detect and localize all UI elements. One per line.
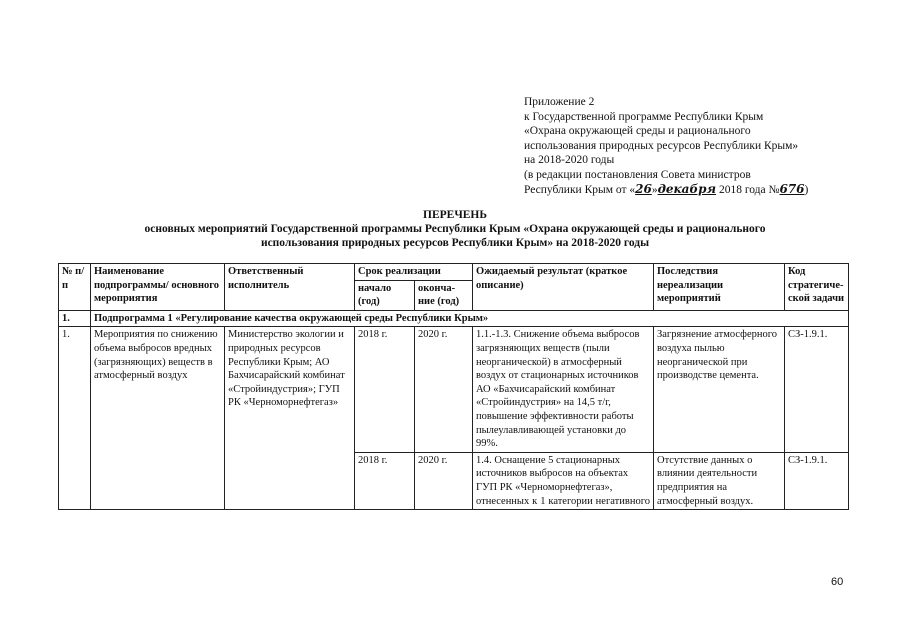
document-title (80, 208, 830, 250)
row-num: 1. (59, 327, 91, 510)
header-consequences: Последствия нереализации мероприятий (654, 264, 785, 311)
subprogram-row (59, 310, 849, 327)
title-line: использования природных ресурсов Республики Крым» на 2018-2020 годы (260, 237, 650, 249)
appendix-date-mid: » (651, 184, 658, 196)
appendix-date-line (524, 182, 864, 198)
appendix-year-text: 2018 года № (716, 184, 780, 196)
row-end: 2020 г. (415, 452, 473, 509)
row-consequences: Отсутствие данных о влиянии деятельности предприятия на атмосферный воздух. (654, 452, 785, 509)
handwritten-day: 26 (635, 182, 652, 196)
appendix-line: (в редакции постановления Совета министров (524, 168, 751, 181)
row-result: 1.4. Оснащение 5 стационарных источников выбросов на объектах ГУП РК «Черноморнефтегаз», отнесенных к 1 категории негативного (473, 452, 654, 509)
title-heading: ПЕРЕЧЕНЬ (423, 209, 487, 221)
header-num: № п/п (59, 264, 91, 311)
page-number: 60 (831, 576, 844, 588)
header-period: Срок реализации (355, 264, 473, 281)
appendix-date-prefix: Республики Крым от « (524, 184, 636, 196)
row-end: 2020 г. (415, 327, 473, 452)
appendix-line: использования природных ресурсов Республики Крым» (524, 139, 799, 152)
subprogram-num: 1. (59, 310, 91, 327)
row-result: 1.1.-1.3. Снижение объема выбросов загрязняющих веществ (пыли неорганической) в атмосферный воздух от стационарных источников АО «Бахчисарайский комбинат «Стройиндустрия» на 14,5 т/г, повышение эффективности работы пылеулавливающей установки до 99%. (473, 327, 654, 452)
header-row (59, 264, 849, 281)
header-code: Код стратегиче-ской задачи (785, 264, 849, 311)
row-code: СЗ-1.9.1. (785, 452, 849, 509)
header-executor: Ответственный исполнитель (225, 264, 355, 311)
subprogram-title: Подпрограмма 1 «Регулирование качества окружающей среды Республики Крым» (91, 310, 849, 327)
header-result: Ожидаемый результат (краткое описание) (473, 264, 654, 311)
table-row (59, 327, 849, 452)
appendix-line: на 2018-2020 годы (524, 154, 615, 166)
appendix-header (524, 95, 864, 198)
row-executor: Министерство экологии и природных ресурсов Республики Крым; АО Бахчисарайский комбинат «Стройиндустрия»; ГУП РК «Черноморнефтегаз» (225, 327, 355, 510)
appendix-line: к Государственной программе Республики Крым (524, 110, 764, 123)
header-end: оконча-ние (год) (415, 280, 473, 310)
row-code: СЗ-1.9.1. (785, 327, 849, 452)
measures-table (58, 263, 849, 510)
appendix-line: «Охрана окружающей среды и рационального (524, 125, 751, 137)
header-name: Наименование подпрограммы/ основного мероприятия (91, 264, 225, 311)
handwritten-month: декабря (657, 182, 717, 196)
row-name: Мероприятия по снижению объема выбросов вредных (загрязняющих) веществ в атмосферный воздух (91, 327, 225, 510)
handwritten-number: 676 (779, 182, 805, 196)
title-line: основных мероприятий Государственной программы Республики Крым «Охрана окружающей среды и рационального (144, 223, 766, 235)
row-start: 2018 г. (355, 327, 415, 452)
row-consequences: Загрязнение атмосферного воздуха пылью неорганической при производстве цемента. (654, 327, 785, 452)
row-start: 2018 г. (355, 452, 415, 509)
appendix-close: ) (804, 184, 809, 196)
header-start: начало (год) (355, 280, 415, 310)
appendix-line: Приложение 2 (524, 96, 595, 108)
